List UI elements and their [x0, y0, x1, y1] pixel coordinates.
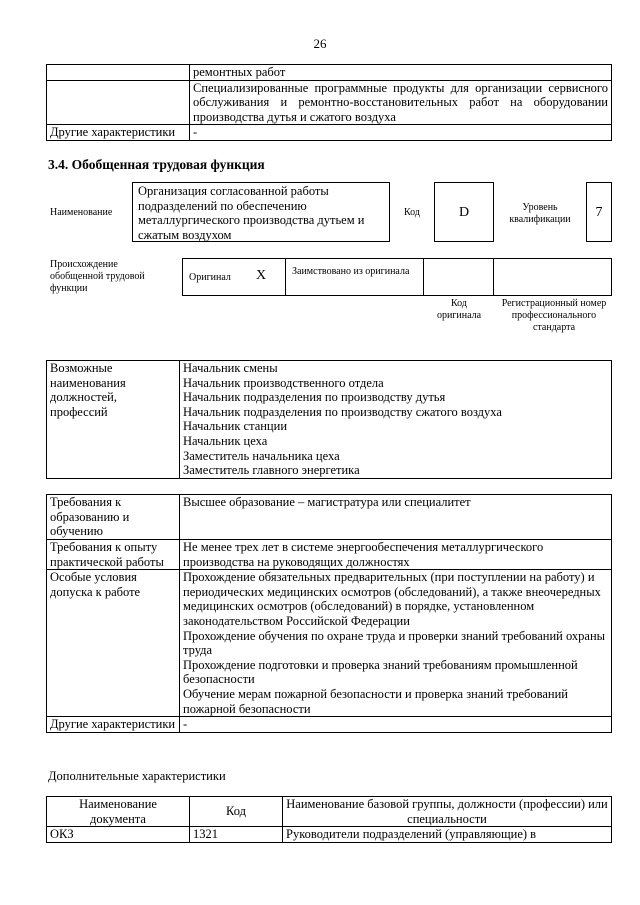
- table-cell: Специализированные программные продукты для организации сервисного обслуживания и ремонтно-восстановительных работ на оборудовании производства дутья и сжатого воздуха: [190, 80, 612, 125]
- list-item: Начальник цеха: [183, 433, 268, 448]
- positions-list: [180, 361, 612, 479]
- education-value: Высшее образование – магистратура или специалитет: [180, 495, 612, 540]
- origin-label: Происхождение обобщенной трудовой функции: [50, 259, 145, 294]
- name-box: [132, 182, 390, 242]
- code-value: D: [434, 182, 494, 242]
- list-item: Начальник производственного отдела: [183, 375, 384, 390]
- table-cell: ремонтных работ: [190, 65, 612, 81]
- list-item: Начальник подразделения по производству сжатого воздуха: [183, 404, 502, 419]
- special-list: [180, 570, 612, 717]
- section-heading: 3.4. Обобщенная трудовая функция: [48, 157, 265, 172]
- other-label: Другие характеристики: [47, 717, 180, 733]
- list-item: Начальник смены: [183, 361, 278, 375]
- table-row: [47, 361, 612, 479]
- additional-title: Дополнительные характеристики: [48, 769, 226, 783]
- level-label: Уровень квалификации: [509, 202, 571, 225]
- divider: [493, 258, 494, 296]
- requirements-table: [46, 494, 612, 733]
- list-item: Заместитель начальника цеха: [183, 448, 340, 463]
- positions-label: Возможные наименования должностей, профессий: [47, 361, 180, 479]
- other-label: Другие характеристики: [47, 125, 190, 141]
- table-row: [47, 827, 612, 843]
- list-item: Начальник подразделения по производству дутья: [183, 390, 446, 405]
- table-row: [47, 65, 612, 81]
- row-doc: ОКЗ: [47, 827, 190, 843]
- table-row: [47, 570, 612, 717]
- code-original-caption: Код оригинала: [436, 298, 482, 321]
- name-value: Организация согласованной работы подразделений по обеспечению металлургического производства дутьем и сжатым воздухом: [138, 184, 365, 242]
- col-doc-header: Наименование документа: [47, 797, 190, 827]
- page-number: 26: [313, 36, 327, 51]
- special-label: Особые условия допуска к работе: [47, 570, 180, 717]
- reg-number-caption: Регистрационный номер профессионального стандарта: [501, 298, 607, 333]
- table-row: [47, 495, 612, 540]
- additional-table: [46, 796, 612, 843]
- borrowed-label: Заимствовано из оригинала: [292, 266, 410, 277]
- code-label: Код: [404, 207, 420, 218]
- experience-value: Не менее трех лет в системе энергообеспечения металлургического производства на руководящих должностях: [180, 540, 612, 570]
- education-label: Требования к образованию и обучению: [47, 495, 180, 540]
- row-code: 1321: [190, 827, 283, 843]
- list-item: Прохождение обучения по охране труда и проверки знаний требований охраны труда: [183, 628, 606, 658]
- row-name: Руководители подразделений (управляющие) в: [283, 827, 612, 843]
- experience-label: Требования к опыту практической работы: [47, 540, 180, 570]
- list-item: Прохождение обязательных предварительных (при поступлении на работу) и периодических медицинских осмотров (обследований), а также внеочередных медицинских осмотров (обследований) в порядке, установленном законодательством Российской Федерации: [183, 570, 601, 628]
- table-row: [47, 717, 612, 733]
- col-code-header: Код: [190, 797, 283, 827]
- table-row: [47, 540, 612, 570]
- list-item: Начальник станции: [183, 419, 288, 434]
- list-item: Заместитель главного энергетика: [183, 463, 360, 478]
- list-item: Обучение мерам пожарной безопасности и проверка знаний требований пожарной безопасности: [183, 686, 568, 716]
- level-value: 7: [586, 182, 612, 242]
- list-item: Прохождение подготовки и проверка знаний требованиям промышленной безопасности: [183, 657, 578, 687]
- original-mark: X: [256, 268, 267, 283]
- name-label: Наименование: [50, 207, 113, 218]
- col-name-header: Наименование базовой группы, должности (профессии) или специальности: [283, 797, 612, 827]
- table-row: [47, 125, 612, 141]
- table-row: [47, 797, 612, 827]
- positions-table: [46, 360, 612, 479]
- original-label: Оригинал: [189, 272, 231, 283]
- table-row: [47, 80, 612, 125]
- divider: [423, 258, 424, 296]
- divider: [285, 258, 286, 296]
- top-table: [46, 64, 612, 141]
- other-value: -: [180, 717, 612, 733]
- other-value: -: [190, 125, 612, 141]
